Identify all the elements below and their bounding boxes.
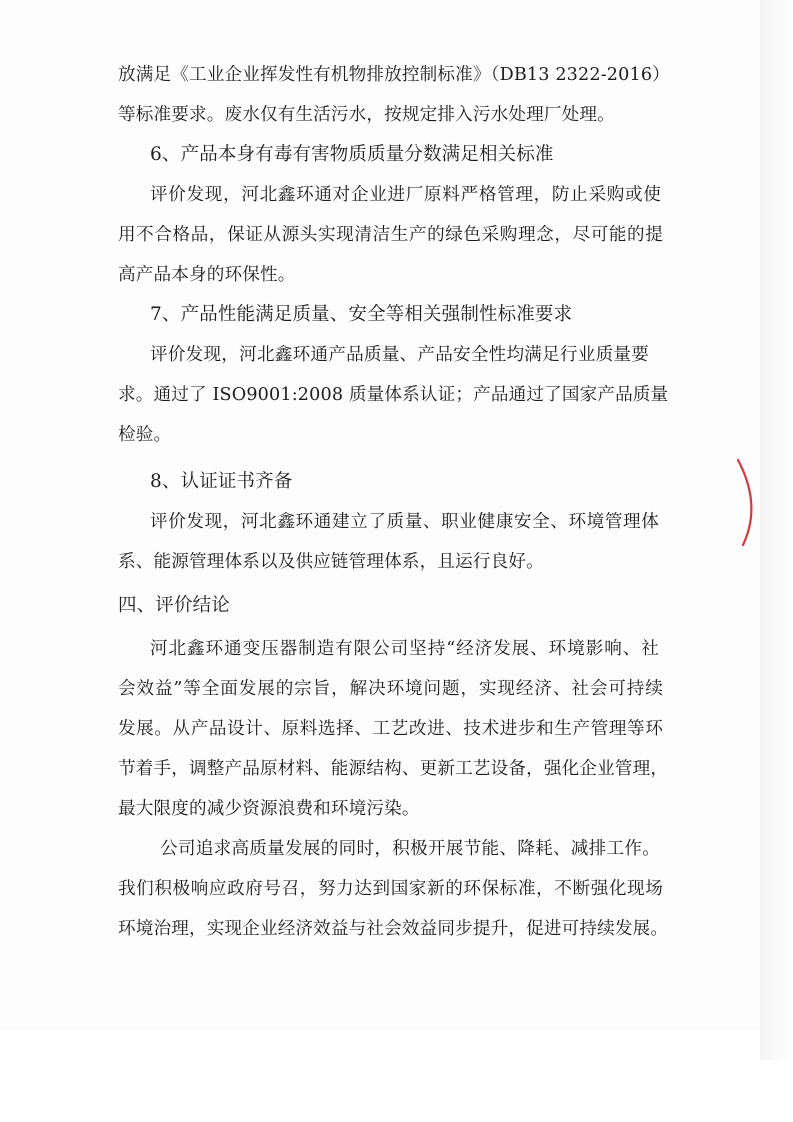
text-line: 发展。从产品设计、原料选择、工艺改进、技术进步和生产管理等环 xyxy=(118,719,663,739)
text-line: 系、能源管理体系以及供应链管理体系，且运行良好。 xyxy=(118,552,544,572)
text-line: 评价发现，河北鑫环通建立了质量、职业健康安全、环境管理体 xyxy=(150,512,659,532)
text-line: 求。通过了 ISO9001:2008 质量体系认证；产品通过了国家产品质量 xyxy=(118,385,669,405)
section-heading-6: 6、产品本身有毒有害物质质量分数满足相关标准 xyxy=(150,144,554,165)
text-line: 放满足《工业企业挥发性有机物排放控制标准》（DB13 2322-2016） xyxy=(118,65,670,85)
text-line: 用不合格品，保证从源头实现清洁生产的绿色采购理念，尽可能的提 xyxy=(118,225,663,245)
text-line: 会效益”等全面发展的宗旨，解决环境问题，实现经济、社会可持续 xyxy=(118,679,663,699)
text-line: 河北鑫环通变压器制造有限公司坚持“经济发展、环境影响、社 xyxy=(150,639,659,659)
section-heading-7: 7、产品性能满足质量、安全等相关强制性标准要求 xyxy=(150,304,573,325)
text-line: 检验。 xyxy=(118,425,172,445)
text-line: 环境治理，实现企业经济效益与社会效益同步提升，促进可持续发展。 xyxy=(118,919,669,939)
text-line: 公司追求高质量发展的同时，积极开展节能、降耗、减排工作。 xyxy=(160,839,660,859)
text-line: 等标准要求。废水仅有生活污水，按规定排入污水处理厂处理。 xyxy=(118,105,615,125)
text-line: 最大限度的减少资源浪费和环境污染。 xyxy=(118,799,420,819)
text-line: 节着手，调整产品原材料、能源结构、更新工艺设备，强化企业管理， xyxy=(118,759,669,779)
seal-arc-stroke xyxy=(738,460,751,545)
text-line: 评价发现，河北鑫环通对企业进厂原料严格管理，防止采购或使 xyxy=(150,185,661,205)
section-title-conclusion: 四、评价结论 xyxy=(118,595,230,616)
text-line: 我们积极响应政府号召，努力达到国家新的环保标准，不断强化现场 xyxy=(118,879,663,899)
section-heading-8: 8、认证证书齐备 xyxy=(150,471,293,492)
text-line: 高产品本身的环保性。 xyxy=(118,265,296,285)
text-line: 评价发现，河北鑫环通产品质量、产品安全性均满足行业质量要 xyxy=(150,345,649,365)
